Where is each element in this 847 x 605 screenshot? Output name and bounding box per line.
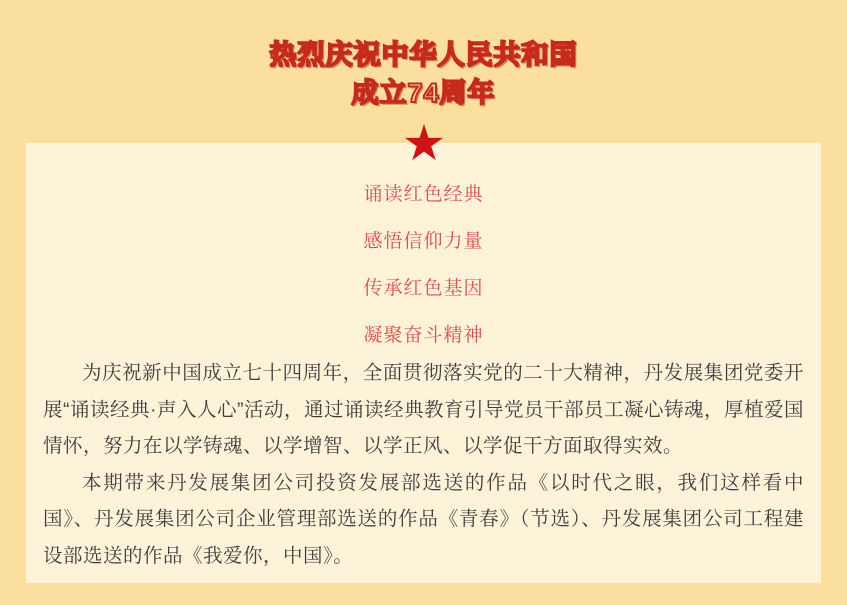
- page-title-line1: 热烈庆祝中华人民共和国: [269, 40, 578, 70]
- banner: [0, 0, 847, 143]
- star-icon: [404, 124, 444, 162]
- page-title: [0, 36, 847, 112]
- content-card: [26, 143, 821, 583]
- slogan-list: [43, 143, 804, 345]
- star-shape: [404, 124, 442, 160]
- slogan-line-2: 感悟信仰力量: [363, 231, 484, 252]
- slogan-line-3: 传承红色基因: [363, 278, 484, 299]
- slogan-line-1: 诵读红色经典: [363, 184, 484, 205]
- slogan-line-4: 凝聚奋斗精神: [363, 325, 484, 346]
- body-paragraph-2: 本期带来丹发展集团公司投资发展部选送的作品《以时代之眼，我们这样看中国》、丹发展集团公司企业管理部选送的作品《青春》（节选）、丹发展集团公司工程建设部选送的作品《我爱你，中国》。: [43, 471, 804, 567]
- body-text: [43, 355, 804, 574]
- body-paragraph-1: 为庆祝新中国成立七十四周年，全面贯彻落实党的二十大精神，丹发展集团党委开展“诵读经典·声入人心”活动，通过诵读经典教育引导党员干部员工凝心铸魂，厚植爱国情怀，努力在以学铸魂、以学增智、以学正风、以学促干方面取得实效。: [43, 362, 804, 457]
- page-title-line2: 成立74周年: [351, 78, 496, 108]
